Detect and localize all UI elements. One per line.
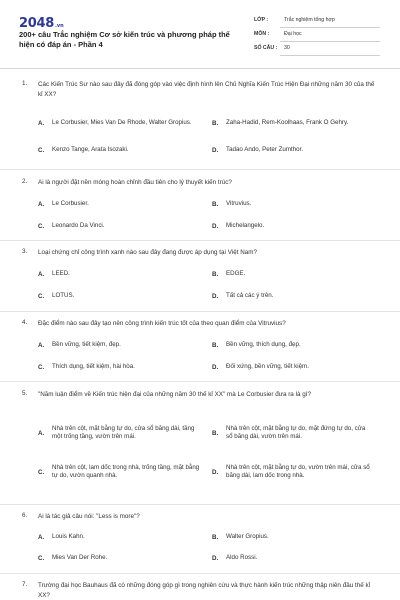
- option-b[interactable]: [212, 339, 382, 351]
- option-letter: C.: [38, 554, 45, 562]
- question-1: [22, 80, 382, 166]
- option-text: Leonardo Da Vinci.: [52, 221, 105, 229]
- option-text: Zaha-Hadid, Rem-Koolhaas, Frank O Gehry.: [226, 118, 349, 126]
- option-letter: A.: [38, 119, 45, 127]
- meta-count-row: [254, 42, 380, 56]
- option-d[interactable]: [212, 220, 382, 232]
- option-text: Bền vững, thích dụng, đẹp.: [226, 340, 301, 348]
- option-text: Mies Van Der Rohe.: [52, 553, 108, 561]
- question-text: Trường đại học Bauhaus đã có những đóng góp gì trong nghiên cứu và thực hành kiến trúc những thập niên đầu thế kỉ XX?: [38, 582, 370, 599]
- option-text: Nhà trên cột, mặt bằng tự do, mặt đứng tự do, cửa sổ băng dài, vườn trên mái.: [226, 424, 366, 440]
- option-letter: A.: [38, 533, 45, 541]
- option-letter: D.: [212, 363, 219, 371]
- logo-sub-text: .vn: [54, 23, 64, 29]
- option-letter: C.: [38, 146, 45, 154]
- question-number: 2.: [22, 178, 28, 185]
- option-d[interactable]: [212, 290, 382, 302]
- question-3: [22, 248, 382, 312]
- question-number: 3.: [22, 248, 28, 255]
- question-6: [22, 512, 382, 574]
- question-number: 7.: [22, 581, 28, 588]
- question-text: Ai là người đặt nền móng hoàn chỉnh đầu tiên cho lý thuyết kiến trúc?: [38, 179, 232, 186]
- option-letter: D.: [212, 554, 219, 562]
- option-b[interactable]: [212, 198, 382, 210]
- option-letter: A.: [38, 429, 45, 437]
- option-letter: B.: [212, 341, 219, 349]
- option-letter: A.: [38, 341, 45, 349]
- option-letter: B.: [212, 429, 219, 437]
- question-text: Các Kiến Trúc Sư nào sau đây đã đóng góp vào việc định hình lên Chủ Nghĩa Kiến Trúc Hiện Đại những năm 30 của thế kỉ XX?: [38, 81, 375, 98]
- option-text: Louis Kahn.: [52, 532, 85, 540]
- question-text: Loại chứng chỉ công trình xanh nào sau đây đang được áp dụng tại Việt Nam?: [38, 249, 257, 256]
- header-divider: [0, 68, 400, 69]
- option-letter: C.: [38, 468, 45, 476]
- question-number: 6.: [22, 512, 28, 519]
- option-letter: D.: [212, 468, 219, 476]
- meta-count-label: SỐ CÂU :: [254, 45, 278, 51]
- option-text: Le Corbusier, Mies Van De Rhode, Walter Gropius.: [52, 118, 192, 126]
- question-divider: [0, 240, 400, 241]
- meta-count-value: 30: [284, 45, 290, 51]
- option-c[interactable]: [38, 220, 208, 232]
- option-letter: D.: [212, 222, 219, 230]
- option-c[interactable]: [38, 552, 208, 564]
- meta-divider: [280, 55, 380, 56]
- option-letter: B.: [212, 270, 219, 278]
- document-title: 200+ câu Trắc nghiệm Cơ sở kiến trúc và phương pháp thể hiện có đáp án - Phần 4: [19, 30, 230, 49]
- option-d[interactable]: [212, 462, 382, 482]
- question-number: 1.: [22, 80, 28, 87]
- option-text: Aldo Rossi.: [226, 553, 258, 561]
- option-text: Nhà trên cột, lam dốc trong nhà, trống tầng, mặt bằng tự do, vườn quanh nhà.: [52, 463, 200, 479]
- option-a[interactable]: [38, 198, 208, 210]
- option-text: LEED.: [52, 269, 70, 277]
- option-letter: C.: [38, 363, 45, 371]
- option-b[interactable]: [212, 423, 382, 443]
- question-number: 5.: [22, 390, 28, 397]
- option-letter: C.: [38, 292, 45, 300]
- option-text: Nhà trên cột, mặt bằng tự do, vườn trên mái, cửa sổ băng dài, lam dốc trong nhà.: [226, 463, 370, 479]
- site-logo[interactable]: [19, 16, 64, 31]
- question-5: [22, 390, 382, 502]
- question-divider: [0, 169, 400, 170]
- question-divider: [0, 573, 400, 574]
- option-b[interactable]: [212, 531, 382, 543]
- option-letter: B.: [212, 200, 219, 208]
- option-c[interactable]: [38, 361, 208, 373]
- question-text: Ai là tác giả câu nói: "Less is more"?: [38, 513, 140, 520]
- meta-subject-row: [254, 28, 380, 42]
- question-divider: [0, 381, 400, 382]
- option-letter: B.: [212, 533, 219, 541]
- option-text: LOTUS.: [52, 291, 75, 299]
- option-c[interactable]: [38, 458, 213, 486]
- option-a[interactable]: [38, 268, 208, 280]
- option-text: Le Corbusier.: [52, 199, 89, 207]
- option-text: EDGE.: [226, 269, 246, 277]
- option-text: Michelangelo.: [226, 221, 265, 229]
- option-text: Thích dụng, tiết kiệm, hài hòa.: [52, 362, 135, 370]
- worksheet-header: [0, 0, 400, 68]
- option-text: Nhà trên cột, mặt bằng tự do, cửa sổ băng dài, tầng một trống tầng, vườn trên mái.: [52, 424, 195, 440]
- option-text: Tất cả các ý trên.: [226, 291, 274, 299]
- option-letter: A.: [38, 270, 45, 278]
- question-text: Đặc điểm nào sau đây tạo nên công trình kiến trúc tốt của theo quan điểm của Vitruvius?: [38, 320, 286, 327]
- option-letter: C.: [38, 222, 45, 230]
- meta-class-label: LỚP :: [254, 17, 269, 23]
- option-text: Đối xứng, bền vững, tiết kiệm.: [226, 362, 309, 370]
- question-divider: [0, 311, 400, 312]
- option-letter: A.: [38, 200, 45, 208]
- option-c[interactable]: [38, 144, 208, 156]
- option-letter: B.: [212, 119, 219, 127]
- option-letter: D.: [212, 292, 219, 300]
- option-text: Bền vững, tiết kiệm, đẹp.: [52, 340, 121, 348]
- logo-main-text: 2048: [19, 16, 54, 31]
- question-4: [22, 319, 382, 383]
- meta-subject-value: Đại học: [284, 31, 302, 37]
- option-a[interactable]: [38, 423, 213, 443]
- option-text: Walter Gropius.: [226, 532, 269, 540]
- option-a[interactable]: [38, 531, 208, 543]
- option-d[interactable]: [212, 361, 382, 373]
- option-text: Kenzo Tange, Arata Isozaki.: [52, 145, 129, 153]
- option-a[interactable]: [38, 339, 208, 351]
- question-divider: [0, 504, 400, 505]
- option-b[interactable]: [212, 114, 382, 132]
- question-number: 4.: [22, 319, 28, 326]
- option-letter: D.: [212, 146, 219, 154]
- question-2: [22, 178, 382, 242]
- meta-class-value: Trắc nghiệm tổng hợp: [284, 17, 335, 23]
- option-text: Vitruvius.: [226, 199, 252, 207]
- option-d[interactable]: [212, 144, 382, 156]
- option-d[interactable]: [212, 552, 382, 564]
- meta-class-row: [254, 14, 380, 28]
- option-b[interactable]: [212, 268, 382, 280]
- option-a[interactable]: [38, 114, 208, 132]
- option-c[interactable]: [38, 290, 208, 302]
- meta-subject-label: MÔN :: [254, 31, 270, 37]
- question-text: "Năm luận điểm về Kiến trúc hiện đại của những năm 30 thế kỉ XX" mà Le Corbusier đưa ra là gì?: [38, 391, 311, 398]
- question-7: [22, 581, 382, 600]
- option-text: Tadao Ando, Peter Zumthor.: [226, 145, 304, 153]
